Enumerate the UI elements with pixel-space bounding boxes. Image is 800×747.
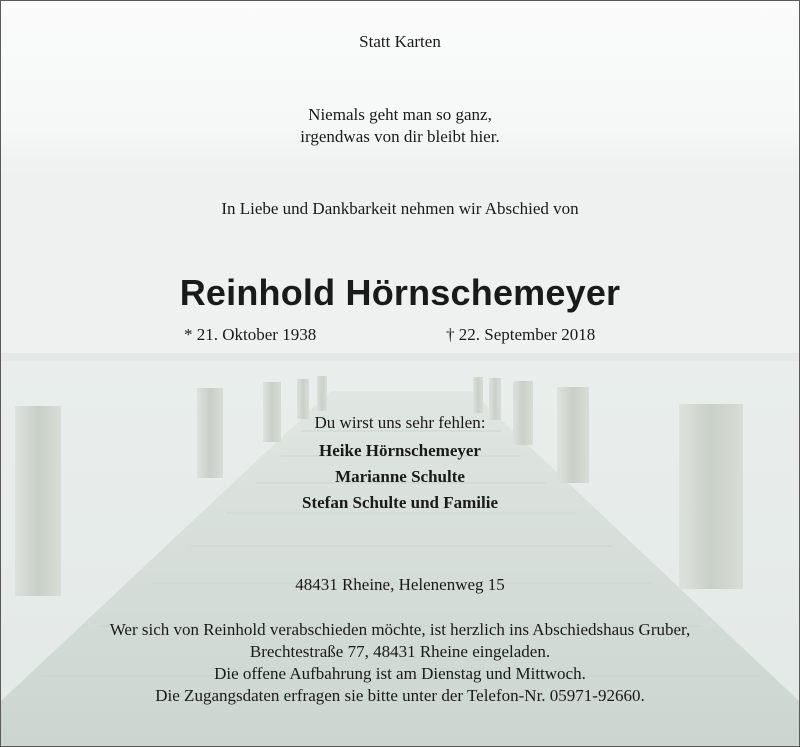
miss-line: Du wirst uns sehr fehlen: [314,413,486,432]
mourner-name: Stefan Schulte und Familie [302,493,498,512]
mourner-name: Marianne Schulte [335,467,465,486]
deceased-name: Reinhold Hörnschemeyer [179,272,621,313]
info-line: Die offene Aufbahrung ist am Dienstag und Mittwoch. [214,664,586,683]
info-line: Brechtestraße 77, 48431 Rheine eingeladen. [249,642,551,661]
heading-statt-karten: Statt Karten [359,32,441,51]
poem-line: Niemals geht man so ganz, [308,105,492,124]
birth-date: * 21. Oktober 1938 [184,325,317,344]
mourner-name: Heike Hörnschemeyer [319,441,481,460]
poem-line: irgendwas von dir bleibt hier. [300,127,500,146]
info-line: Wer sich von Reinhold verabschieden möchte, ist herzlich ins Abschiedshaus Gruber, [109,620,691,639]
family-address: 48431 Rheine, Helenenweg 15 [295,575,505,594]
mourners-list [1,438,799,516]
farewell-info [1,619,799,707]
intro-text: In Liebe und Dankbarkeit nehmen wir Abschied von [221,199,579,218]
info-line: Die Zugangsdaten erfragen sie bitte unter der Telefon-Nr. 05971-92660. [155,686,645,705]
death-date: † 22. September 2018 [446,325,596,344]
poem [1,104,799,148]
